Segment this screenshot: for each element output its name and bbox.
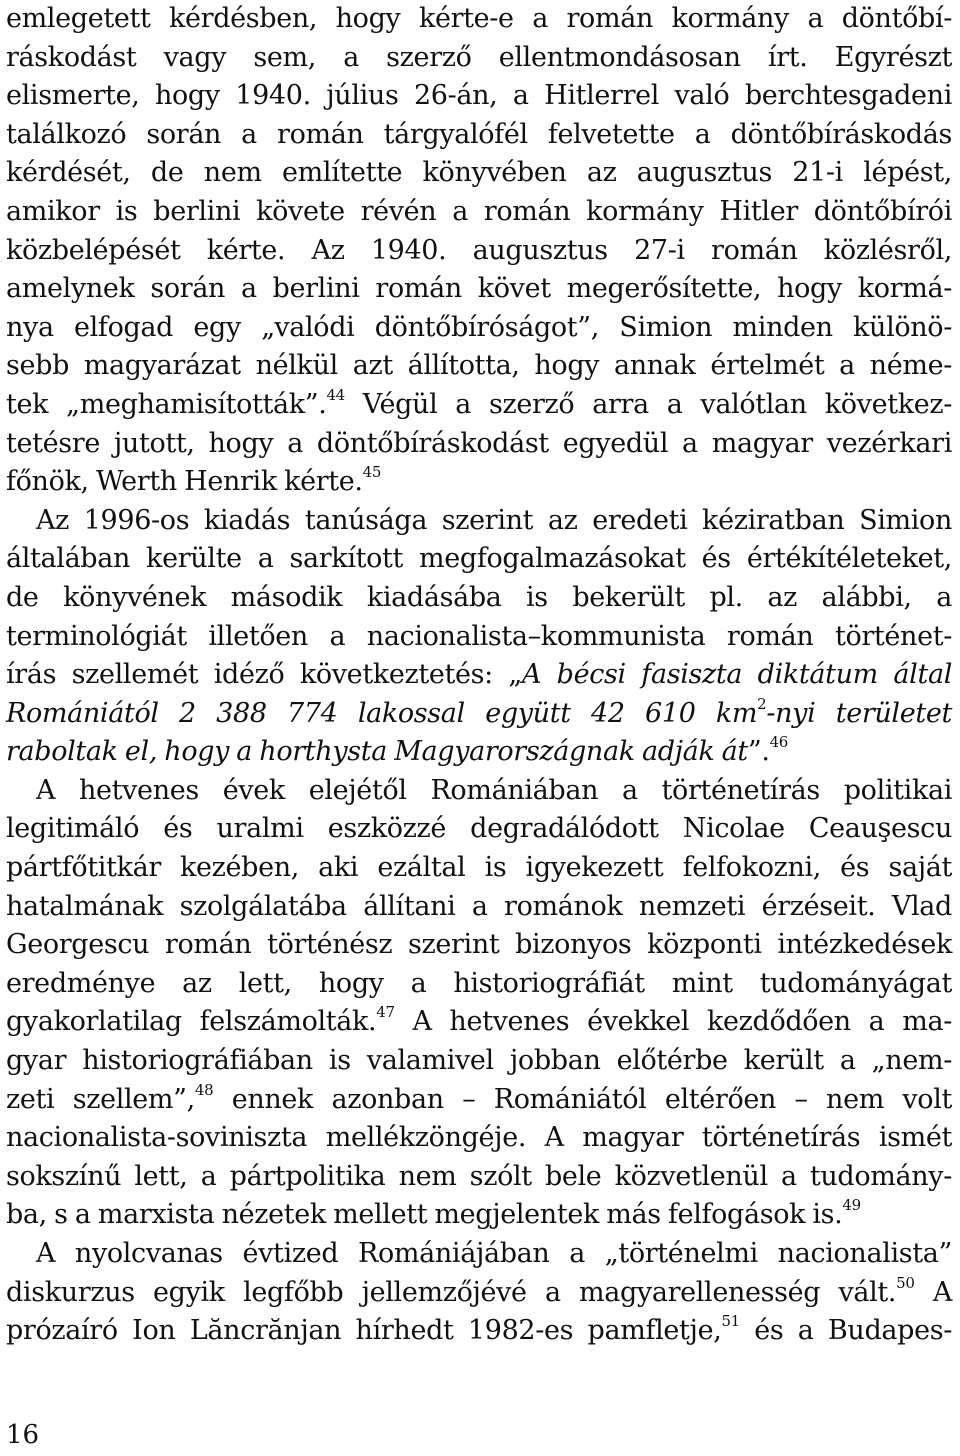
text-line: A hetvenes évek elejétől Romániában a történetírás politikai <box>36 774 952 806</box>
text-fragment: írás szellemét idéző következtetés: <box>6 659 509 691</box>
footnote-ref-44[interactable]: 44 <box>326 385 345 404</box>
footnote-ref-48[interactable]: 48 <box>194 1080 214 1099</box>
text-fragment: és a Budapes- <box>739 1315 952 1347</box>
italic-quote: -nyi területet <box>766 697 952 729</box>
text-line: pártfőtitkár kezében, aki ezáltal is igyekezett felfokozni, és saját <box>6 852 952 884</box>
text-fragment: főnök, Werth Henrik kérte. <box>6 466 363 498</box>
text-line <box>6 695 952 734</box>
text-line <box>6 656 952 695</box>
footnote-ref-46[interactable]: 46 <box>769 733 788 752</box>
text-line: Az 1996-os kiadás tanúsága szerint az eredeti kéziratban Simion <box>36 504 952 536</box>
open-quote: „ <box>508 659 522 691</box>
superscript-exponent: 2 <box>757 694 767 713</box>
text-line <box>6 733 952 772</box>
text-line <box>6 1081 952 1120</box>
text-line: nya elfogad egy „valódi döntőbíróságot”, Simion minden különö- <box>6 311 952 343</box>
paragraph-2 <box>6 502 952 772</box>
text-line: Georgescu román történész szerint bizonyos központi intézkedések <box>6 929 952 961</box>
italic-quote: Romániától 2 388 774 lakossal együtt 42 610 km <box>6 697 758 729</box>
text-fragment: ba, s a marxista nézetek mellett megjelentek más felfogások is. <box>6 1199 843 1231</box>
text-line: ráskodást vagy sem, a szerző ellentmondásosan írt. Egyrészt <box>6 41 952 73</box>
paragraph-4 <box>6 1235 952 1351</box>
italic-quote: A bécsi fasiszta diktátum által <box>522 659 952 691</box>
italic-quote: raboltak el, hogy a horthysta Magyarországnak adják át <box>6 736 748 768</box>
text-line: amikor is berlini követe révén a román kormány Hitler döntőbírói <box>6 195 952 227</box>
text-fragment: A <box>914 1276 952 1308</box>
footnote-ref-47[interactable]: 47 <box>376 1003 395 1022</box>
text-line: kérdését, de nem említette könyvében az augusztus 21-i lépést, <box>6 157 952 189</box>
text-line <box>6 1003 952 1042</box>
text-line: de könyvének második kiadásába is bekerült pl. az alábbi, a <box>6 581 952 613</box>
close-quote: ”. <box>747 736 770 768</box>
text-fragment: Végül a szerző arra a valótlan következ- <box>344 388 952 420</box>
footnote-ref-49[interactable]: 49 <box>842 1196 861 1215</box>
text-line: gyar historiográfiában is valamivel jobban előtérbe került a „nem- <box>6 1045 952 1077</box>
text-fragment: A hetvenes évekkel kezdődően a ma- <box>394 1006 952 1038</box>
text-fragment: diskurzus egyik legfőbb jellemzőjévé a magyarellenesség vált. <box>6 1276 897 1308</box>
text-line: amelynek során a berlini román követ megerősítette, hogy kormá- <box>6 273 952 305</box>
text-line <box>6 386 952 425</box>
text-line: terminológiát illetően a nacionalista–kommunista román történet- <box>6 620 952 652</box>
text-line <box>6 1312 952 1351</box>
text-fragment: prózaíró Ion Lăncrănjan hírhedt 1982-es pamfletje, <box>6 1315 722 1347</box>
footnote-ref-45[interactable]: 45 <box>362 463 382 482</box>
footnote-ref-50[interactable]: 50 <box>896 1273 915 1292</box>
paragraph-1 <box>6 0 952 502</box>
text-line <box>6 463 952 502</box>
text-line: találkozó során a román tárgyalófél felvetette a döntőbíráskodás <box>6 118 952 150</box>
paragraph-3 <box>6 772 952 1235</box>
page-number: 16 <box>6 1420 40 1450</box>
text-line: elismerte, hogy 1940. július 26-án, a Hitlerrel való berchtesgadeni <box>6 80 952 112</box>
text-line: A nyolcvanas évtized Romániájában a „történelmi nacionalista” <box>36 1238 952 1269</box>
text-line: sebb magyarázat nélkül azt állította, hogy annak értelmét a néme- <box>6 350 952 382</box>
footnote-ref-51[interactable]: 51 <box>721 1312 740 1331</box>
text-line <box>6 1196 952 1235</box>
text-line: általában kerülte a sarkított megfogalmazásokat és értékítéleteket, <box>6 543 952 575</box>
text-line: tetésre jutott, hogy a döntőbíráskodást egyedül a magyar vezérkari <box>6 427 952 459</box>
document-page <box>6 0 952 1351</box>
text-line: emlegetett kérdésben, hogy kérte-e a román kormány a döntőbí- <box>6 3 952 34</box>
text-fragment: ennek azonban – Romániától eltérően – nem volt <box>213 1083 952 1115</box>
text-line <box>6 1274 952 1313</box>
text-fragment: tek „meghamisították”. <box>6 388 327 420</box>
text-fragment: gyakorlatilag felszámolták. <box>6 1006 377 1038</box>
text-line: legitimáló és uralmi eszközzé degradálódott Nicolae Ceauşescu <box>6 813 952 845</box>
text-fragment: zeti szellem”, <box>6 1083 195 1115</box>
text-line: eredménye az lett, hogy a historiográfiát mint tudományágat <box>6 967 952 999</box>
text-line: sokszínű lett, a pártpolitika nem szólt bele közvetlenül a tudomány- <box>6 1160 952 1192</box>
text-line: nacionalista-soviniszta mellékzöngéje. A magyar történetírás ismét <box>6 1122 952 1154</box>
text-line: hatalmának szolgálatába állítani a románok nemzeti érzéseit. Vlad <box>6 890 952 922</box>
text-line: közbelépését kérte. Az 1940. augusztus 27-i román közlésről, <box>6 234 952 266</box>
